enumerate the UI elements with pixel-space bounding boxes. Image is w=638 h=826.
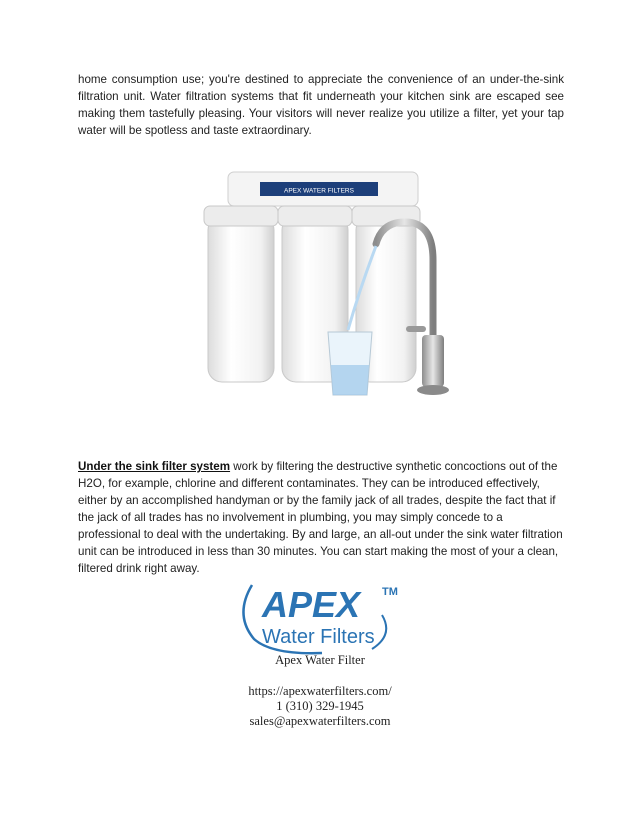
filter-system-body: work by filtering the destructive synthetic concoctions out of the H2O, for example, chlorine and different contaminates. They can be introduced effectively, either by an accomplished handyman or by the family jack of all trades, despite the fact that if the jack of all trades has no involvement in plumbing, you may simply concede to a professional to deal with the undertaking. By and large, an all-out under the sink water filtration unit can be introduced in less than 30 minutes. You can start making the most of your a clean, filtered drink right away.: [78, 460, 563, 575]
under-sink-filter-link[interactable]: Under the sink filter system: [78, 460, 231, 473]
filter-system-paragraph: [78, 458, 568, 577]
website-url[interactable]: https://apexwaterfilters.com/: [248, 684, 392, 698]
product-label: APEX WATER FILTERS: [284, 187, 354, 195]
logo-tagline: Water Filters: [262, 626, 375, 648]
email-address[interactable]: sales@apexwaterfilters.com: [249, 714, 391, 728]
phone-number: 1 (310) 329-1945: [276, 699, 364, 713]
logo-wordmark: APEX: [262, 584, 361, 625]
intro-paragraph: home consumption use; you're destined to appreciate the convenience of an under-the-sink filtration unit. Water filtration systems that fit underneath your kitchen sink are escaped see making them tastefully pleasing. Your visitors will never realize you utilize a filter, yet your tap water will be spotless and taste extraordinary.: [78, 73, 564, 137]
apex-water-filters-logo: [232, 575, 407, 655]
company-name: Apex Water Filter: [275, 653, 365, 667]
logo-trademark: TM: [382, 586, 398, 598]
water-filter-product-image: [200, 170, 450, 410]
